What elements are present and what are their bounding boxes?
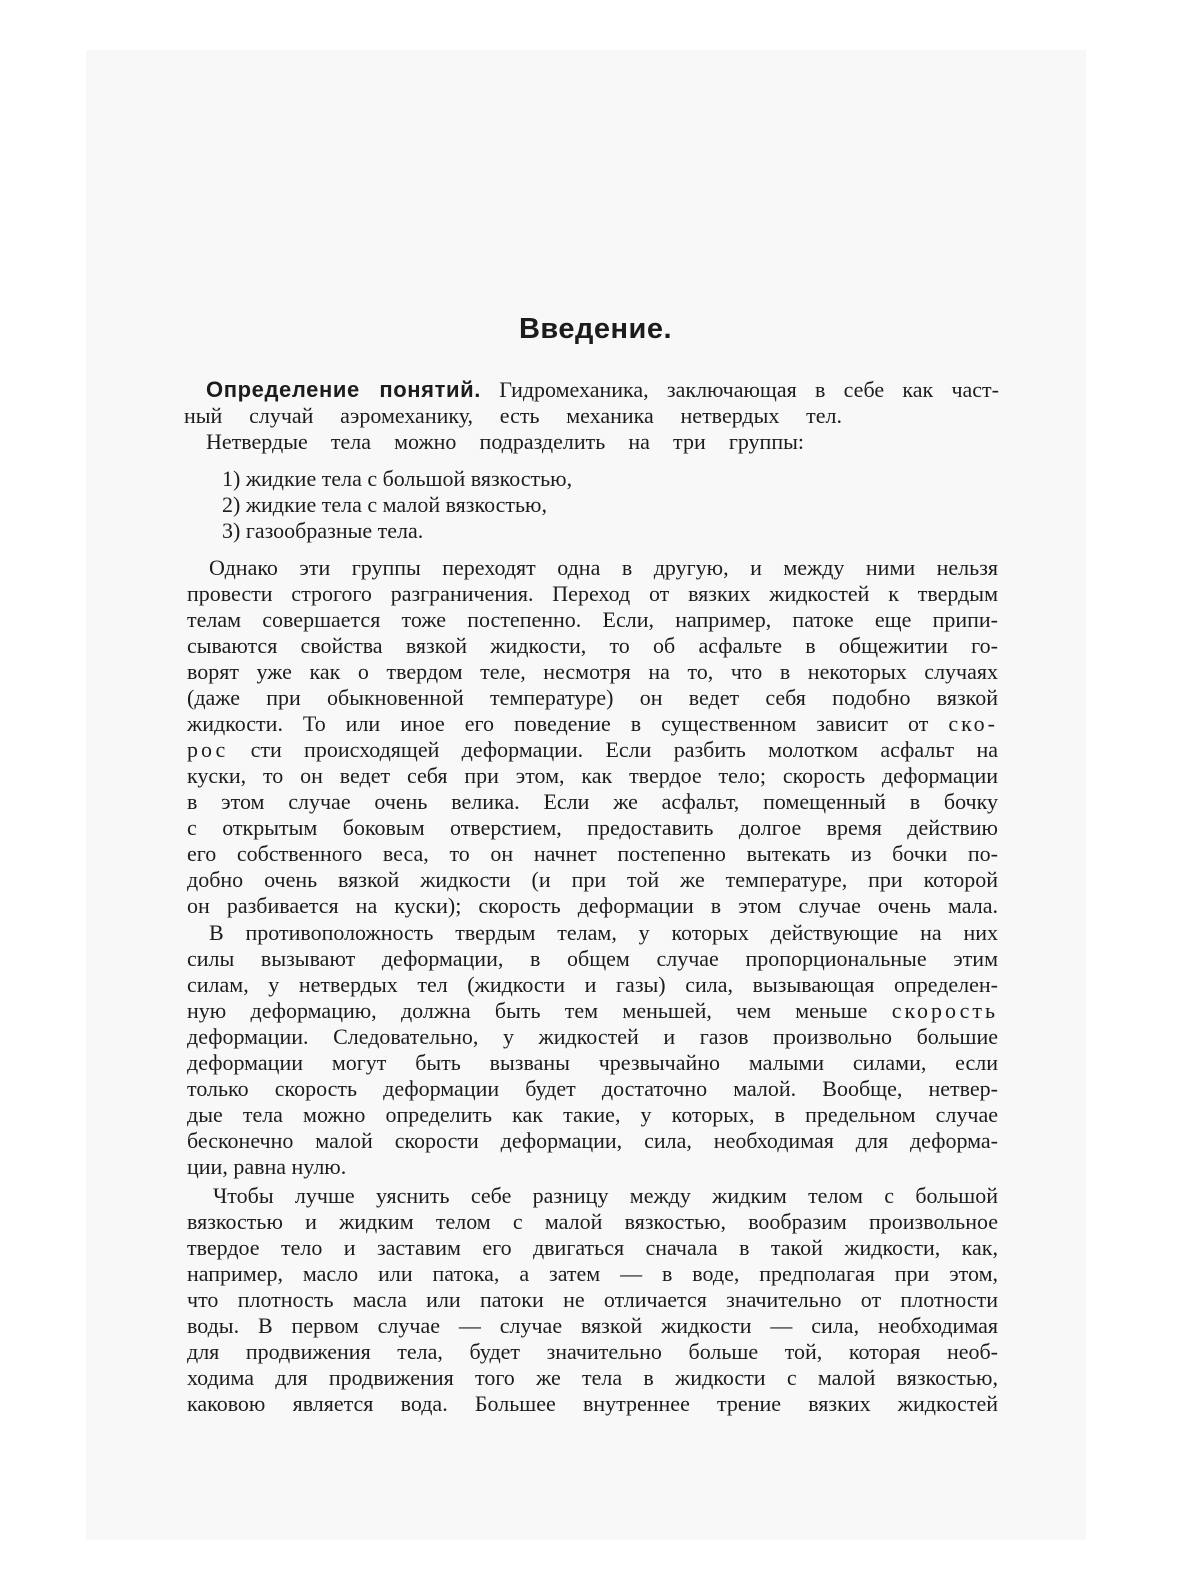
- paragraph-3-line-9: бесконечно малой скорости деформации, сила, необходимая для деформа-: [187, 1128, 998, 1153]
- paragraph-1-line-3: Нетвердые тела можно подразделить на три группы:: [206, 429, 804, 454]
- paragraph-2-line-5: ворят уже как о твердом теле, несмотря на то, что в некоторых случаях: [187, 659, 998, 684]
- paragraph-1-line-2: ный случай аэромеханику, есть механика нетвердых тел.: [184, 403, 842, 428]
- spaced-emphasis-a: ско-: [948, 711, 998, 736]
- paragraph-2-line-11: с открытым боковым отверстием, предоставить долгое время действию: [187, 815, 998, 840]
- paragraph-3-line-4: [187, 997, 998, 1024]
- paragraph-3-line-10: ции, равна нулю.: [187, 1154, 347, 1179]
- paragraph-2-line-8: [187, 736, 998, 763]
- paragraph-4-line-7: для продвижения тела, будет значительно больше той, которая необ-: [187, 1339, 998, 1364]
- paragraph-2-line-10: в этом случае очень велика. Если же асфальт, помещенный в бочку: [187, 789, 998, 814]
- paragraph-2-line-4: сываются свойства вязкой жидкости, то об асфальте в общежитии го-: [187, 633, 998, 658]
- paragraph-4-line-8: ходима для продвижения того же тела в жидкости с малой вязкостью,: [187, 1365, 998, 1390]
- chapter-heading: Введение.: [518, 313, 673, 345]
- paragraph-4-line-3: твердое тело и заставим его двигаться сначала в такой жидкости, как,: [187, 1235, 998, 1260]
- paragraph-2-line-8-text: сти происходящей деформации. Если разбить молотком асфальт на: [250, 737, 999, 762]
- paragraph-2-line-7-text: жидкости. То или иное его поведение в существенном зависит от: [187, 711, 929, 736]
- group-item-1: 1) жидкие тела с большой вязкостью,: [222, 466, 573, 491]
- group-item-2: 2) жидкие тела с малой вязкостью,: [222, 492, 547, 517]
- paragraph-3-line-4-text: ную деформацию, должна быть тем меньшей, чем меньше: [187, 998, 868, 1023]
- paragraph-4-line-2: вязкостью и жидким телом с малой вязкостью, вообразим произвольное: [187, 1209, 998, 1234]
- paragraph-2-line-6: (даже при обыкновенной температуре) он ведет себя подобно вязкой: [187, 685, 998, 710]
- paragraph-2-line-2: провести строгого разграничения. Переход от вязких жидкостей к твердым: [187, 581, 998, 606]
- paragraph-4-line-1: Чтобы лучше уяснить себе разницу между жидким телом с большой: [213, 1183, 998, 1208]
- paragraph-3-line-3: силам, у нетвердых тел (жидкости и газы) сила, вызывающая определен-: [187, 972, 998, 997]
- paragraph-2-line-12: его собственного веса, то он начнет постепенно вытекать из бочки по-: [187, 841, 998, 866]
- paragraph-1-text: Гидромеханика, заключающая в себе как част-: [499, 377, 999, 402]
- spaced-emphasis-b: рос: [187, 737, 229, 762]
- paragraph-4-line-9: каковою является вода. Большее внутреннее трение вязких жидкостей: [187, 1391, 998, 1416]
- paragraph-2-line-9: куски, то он ведет себя при этом, как твердое тело; скорость деформации: [187, 763, 998, 788]
- paragraph-2-line-1: Однако эти группы переходят одна в другую, и между ними нельзя: [209, 555, 998, 580]
- paragraph-3-line-6: деформации могут быть вызваны чрезвычайно малыми силами, если: [187, 1050, 998, 1075]
- paragraph-2-line-13: добно очень вязкой жидкости (и при той же температуре, при которой: [187, 867, 998, 892]
- paragraph-2-line-7: [187, 710, 998, 737]
- paragraph-2-line-14: он разбивается на куски); скорость деформации в этом случае очень мала.: [187, 893, 998, 918]
- paragraph-3-line-7: только скорость деформации будет достаточно малой. Вообще, нетвер-: [187, 1076, 998, 1101]
- paragraph-3-line-5: деформации. Следовательно, у жидкостей и газов произвольно большие: [187, 1024, 998, 1049]
- group-item-3: 3) газообразные тела.: [222, 518, 424, 543]
- paragraph-1-line-1: [206, 376, 999, 403]
- paragraph-4-line-6: воды. В первом случае — случае вязкой жидкости — сила, необходимая: [187, 1313, 998, 1338]
- paragraph-3-line-8: дые тела можно определить как такие, у которых, в предельном случае: [187, 1102, 998, 1127]
- paragraph-2-line-3: телам совершается тоже постепенно. Если, например, патоке еще припи-: [187, 607, 998, 632]
- run-in-heading: Определение понятий.: [206, 377, 481, 402]
- spaced-emphasis-c: скорость: [891, 998, 998, 1023]
- paragraph-3-line-2: силы вызывают деформации, в общем случае пропорциональные этим: [187, 946, 998, 971]
- paragraph-4-line-5: что плотность масла или патоки не отличается значительно от плотности: [187, 1287, 998, 1312]
- paragraph-4-line-4: например, масло или патока, а затем — в воде, предполагая при этом,: [187, 1261, 998, 1286]
- paragraph-3-line-1: В противоположность твердым телам, у которых действующие на них: [209, 920, 998, 945]
